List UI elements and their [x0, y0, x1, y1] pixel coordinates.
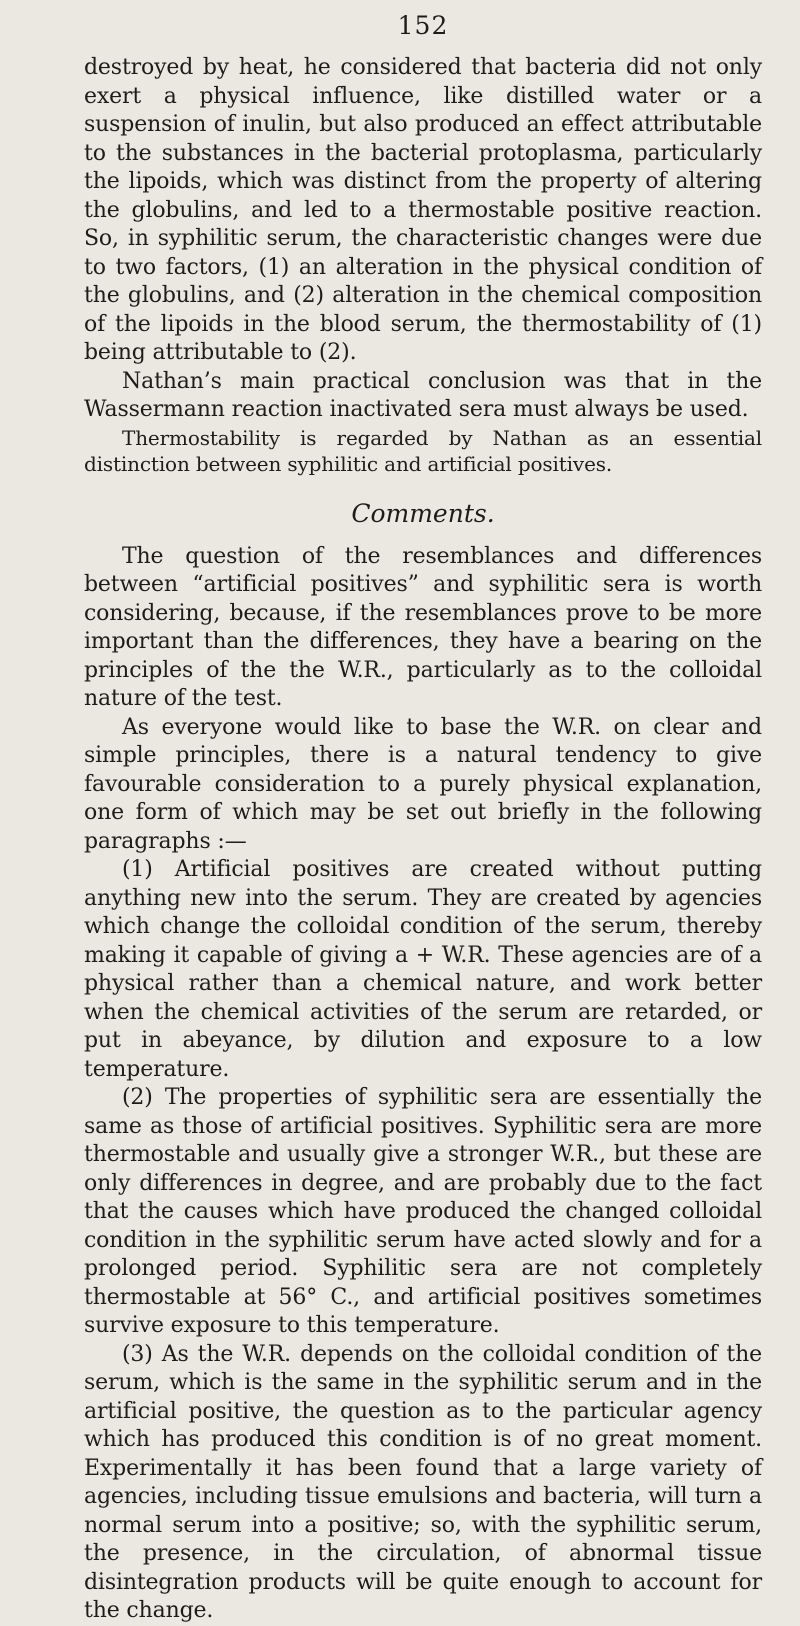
page-number: 152 — [397, 11, 449, 40]
section-heading: Comments. — [351, 498, 495, 528]
numbered-paragraph: (2) The properties of syphilitic sera are essentially the same as those of artificial positives. Syphilitic sera are more thermostable and usually give a stronger W.R., but these are only differences in degree, and are probably due to the fact that the causes which have produced the changed colloidal condition in the syphilitic serum have acted slowly and for a prolonged period. Syphilitic sera are not completely thermostable at 56° C., and artificial positives sometimes survive exposure to this temperature. — [84, 1085, 762, 1338]
body-paragraph: Nathan’s main practical conclusion was that in the Wassermann reaction inactivated sera must always be used. — [84, 368, 762, 422]
body-paragraph: The question of the resemblances and differences between “artificial positives” and syphilitic sera is worth considering, because, if the resemblances prove to be more important than the differences, they have a bearing on the principles of the the W.R., particularly as to the colloidal nature of the test. — [84, 543, 762, 711]
body-paragraph: destroyed by heat, he considered that bacteria did not only exert a physical influence, like distilled water or a suspension of inulin, but also produced an effect attributable to the substances in the bacterial protoplasma, particularly the lipoids, which was distinct from the property of altering the globulins, and led to a thermostable positive reaction. So, in syphilitic serum, the characteristic changes were due to two factors, (1) an alteration in the physical condition of the globulins, and (2) alteration in the chemical composition of the lipoids in the blood serum, the thermostability of (1) being attributable to (2). — [84, 55, 762, 365]
summary-note: Thermostability is regarded by Nathan as an essential distinction between syphilitic and artificial positives. — [84, 425, 762, 476]
numbered-paragraph: (1) Artificial positives are created without putting anything new into the serum. They are created by agencies which change the colloidal condition of the serum, thereby making it capable of giving a + W.R. These agencies are of a physical rather than a chemical nature, and work better when the chemical activities of the serum are retarded, or put in abeyance, by dilution and exposure to a low temperature. — [84, 857, 762, 1082]
body-paragraph: As everyone would like to base the W.R. on clear and simple principles, there is a natural tendency to give favourable consideration to a purely physical explanation, one form of which may be set out briefly in the following paragraphs :— — [84, 714, 762, 854]
numbered-paragraph: (3) As the W.R. depends on the colloidal condition of the serum, which is the same in the syphilitic serum and in the artificial positive, the question as to the particular agency which has produced this condition is of no great moment. Experimentally it has been found that a large variety of agencies, including tissue emulsions and bacteria, will turn a normal serum into a positive; so, with the syphilitic serum, the presence, in the circulation, of abnormal tissue disintegration products will be quite enough to account for the change. — [84, 1341, 762, 1623]
